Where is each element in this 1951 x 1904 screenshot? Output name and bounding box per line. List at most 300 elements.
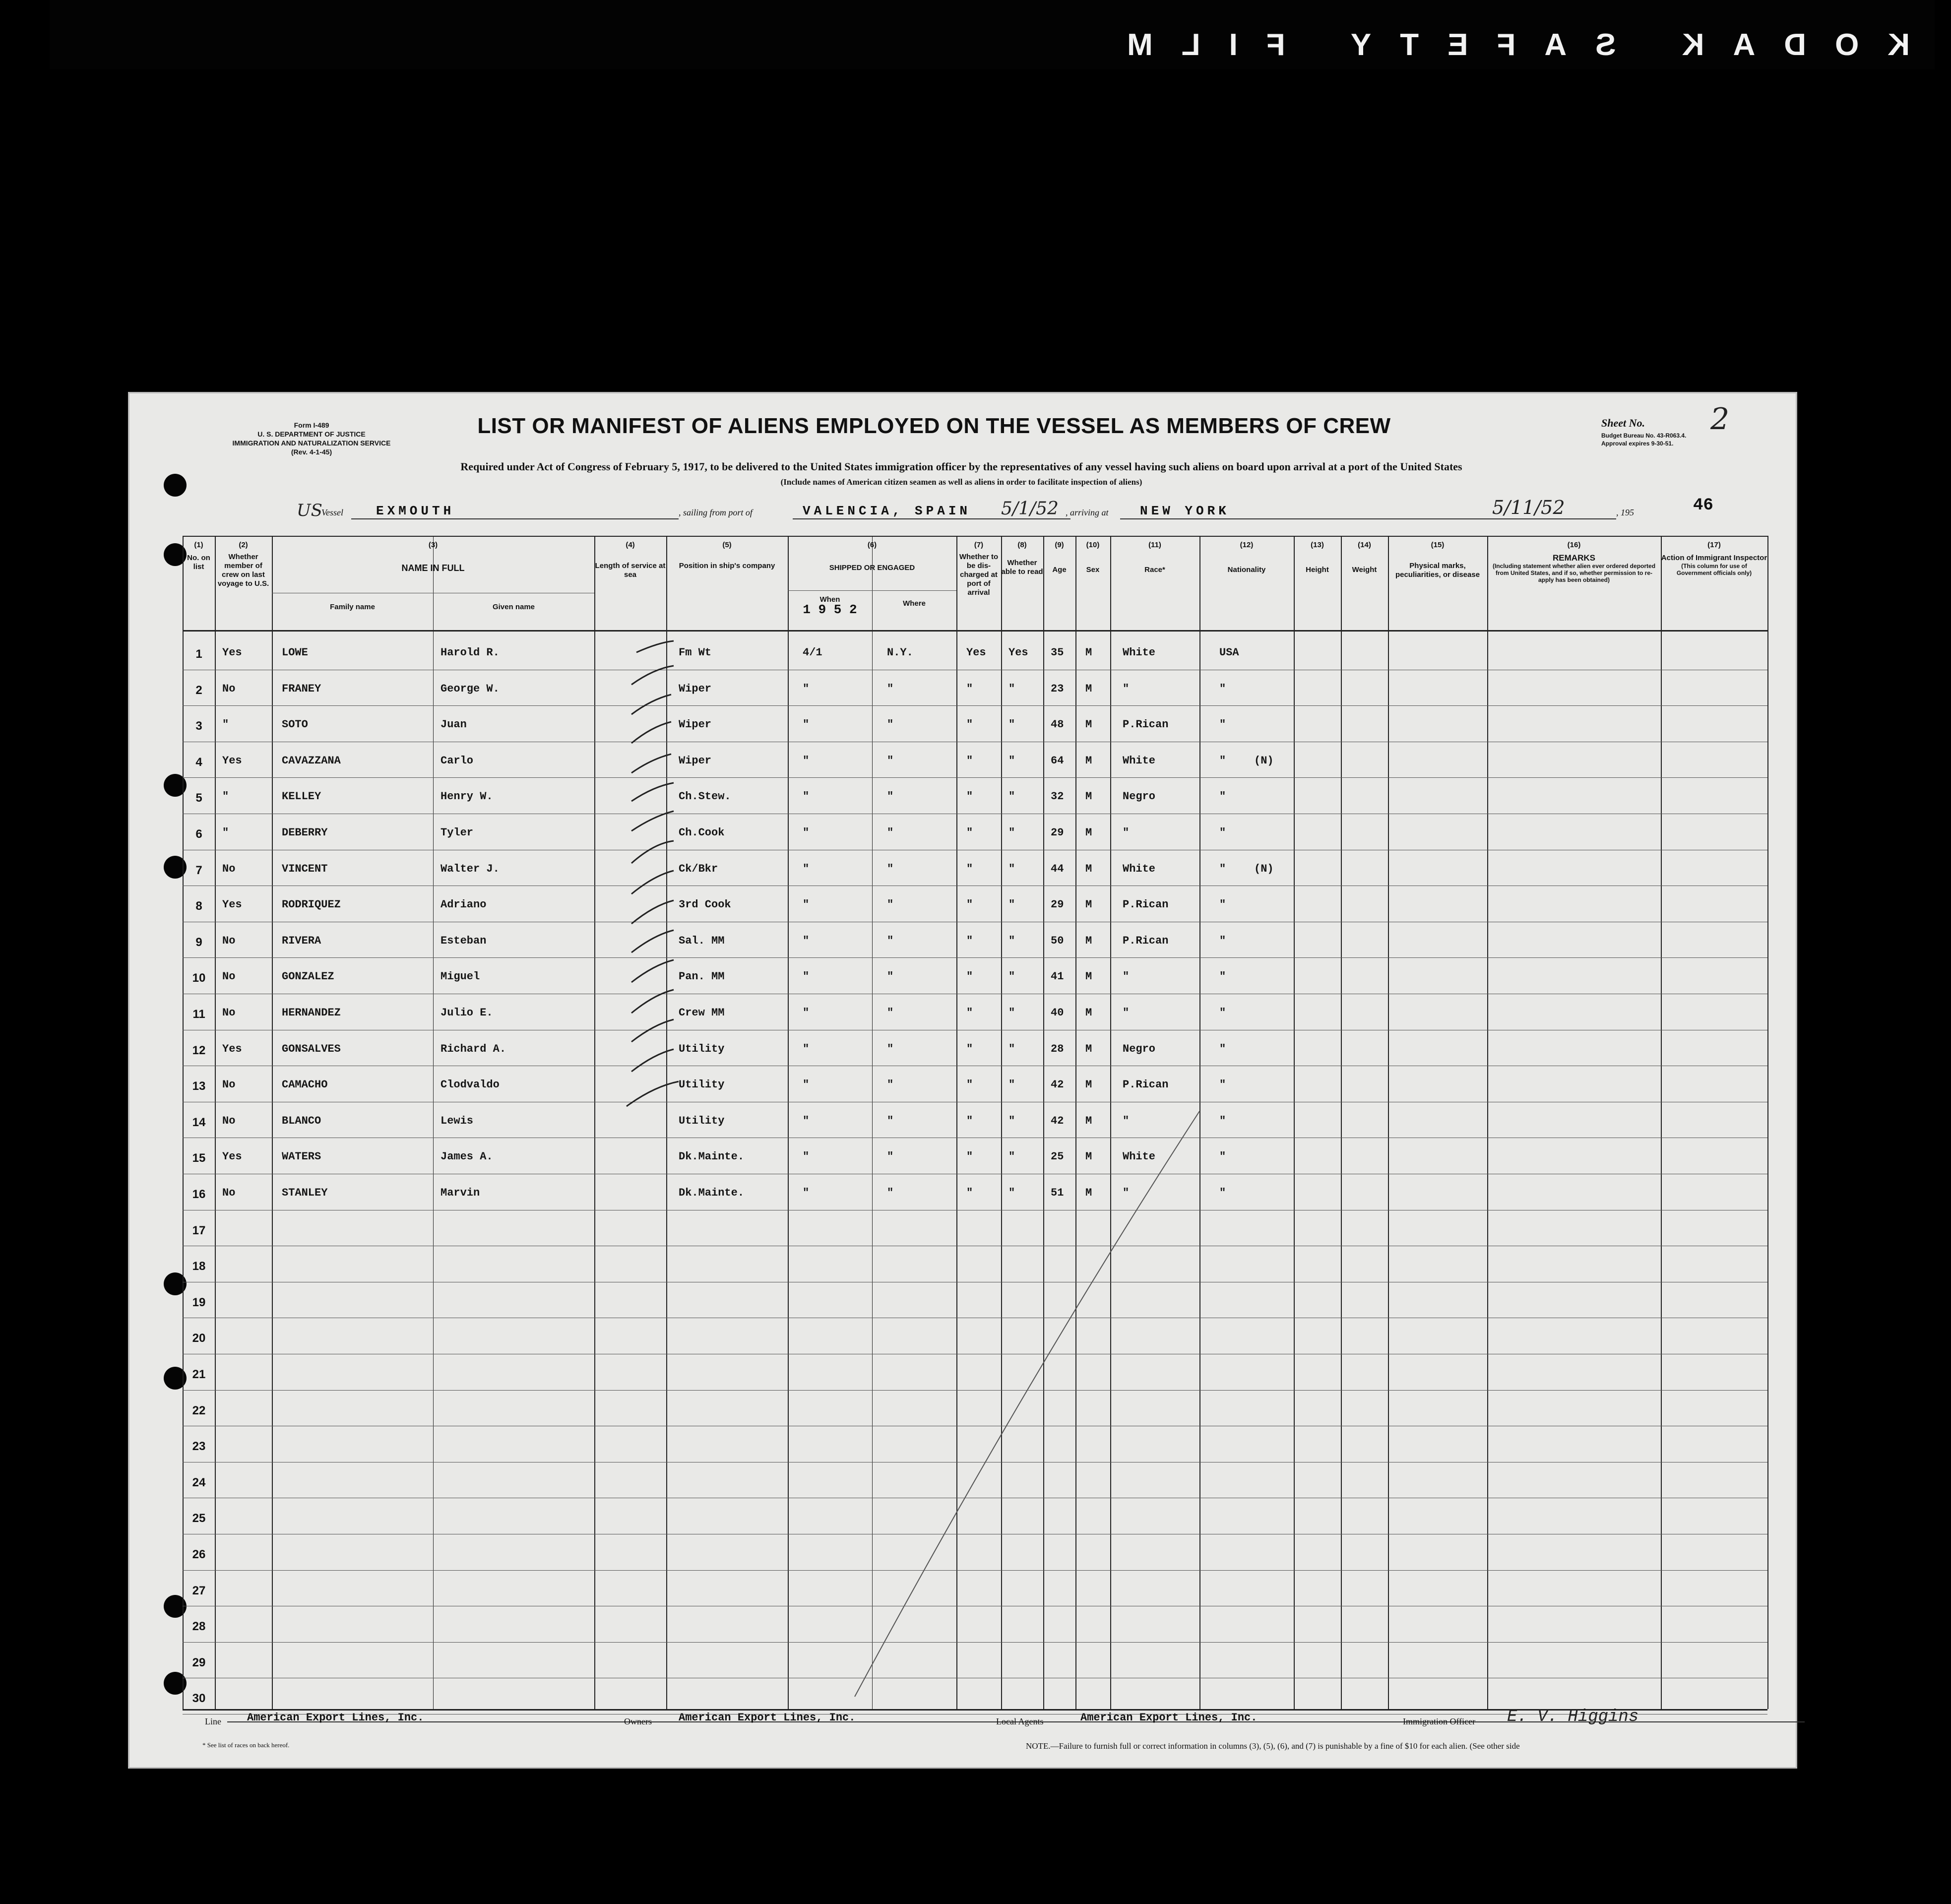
cell-sex: M — [1085, 862, 1092, 875]
cell-where: " — [887, 1042, 894, 1055]
cell-nationality: " — [1219, 1007, 1226, 1019]
film-edge-text: KODAK SAFETY FILM — [1098, 28, 1910, 62]
cell-prev: Yes — [222, 646, 242, 659]
cell-when: " — [803, 862, 810, 875]
owners-value: American Export Lines, Inc. — [679, 1712, 856, 1724]
header-text: Height — [1306, 566, 1329, 574]
row-number: 14 — [192, 1115, 206, 1129]
cell-sex: M — [1085, 754, 1092, 767]
cell-given: Lewis — [441, 1114, 474, 1127]
check-mark — [631, 722, 671, 743]
cell-where: " — [887, 718, 894, 731]
cell-family: GONSALVES — [282, 1042, 341, 1055]
header-text: Physical marks, peculiarities, or disease — [1395, 562, 1480, 579]
cell-when: " — [803, 970, 810, 983]
cell-prev: Yes — [222, 754, 242, 767]
cell-discharged: " — [966, 898, 973, 911]
cell-position: Fm Wt — [679, 646, 712, 659]
cell-race: Negro — [1123, 790, 1156, 803]
cell-discharged: " — [966, 682, 973, 695]
cell-where: " — [887, 970, 894, 983]
check-mark — [631, 841, 674, 863]
cell-family: KELLEY — [282, 790, 321, 803]
vessel-name: EXMOUTH — [376, 504, 455, 518]
cell-when: " — [803, 1007, 810, 1019]
budget-info — [1601, 432, 1725, 447]
header-number: (4) — [626, 541, 635, 549]
cell-when: " — [803, 898, 810, 911]
cell-race: " — [1123, 1114, 1130, 1127]
cell-nationality: " — [1219, 862, 1226, 875]
check-mark — [631, 1019, 674, 1042]
row-number: 5 — [195, 791, 202, 805]
cell-sex: M — [1085, 826, 1092, 839]
line-value: American Export Lines, Inc. — [247, 1712, 424, 1724]
cell-discharged: Yes — [966, 646, 986, 659]
cell-prev: " — [222, 790, 229, 803]
cell-position: 3rd Cook — [679, 898, 731, 911]
cell-sex: M — [1085, 1079, 1092, 1091]
cell-nationality: " — [1219, 1042, 1226, 1055]
column-divider — [1767, 536, 1768, 1709]
cell-read: " — [1008, 1187, 1015, 1199]
cell-discharged: " — [966, 1007, 973, 1019]
cell-sex: M — [1085, 1150, 1092, 1163]
cell-prev: No — [222, 934, 236, 947]
check-mark — [631, 1049, 674, 1072]
cell-nationality: " — [1219, 754, 1226, 767]
cell-given: Richard A. — [441, 1042, 506, 1055]
cell-when: " — [803, 1187, 810, 1199]
cell-nationality: " — [1219, 934, 1226, 947]
cell-race: P.Rican — [1123, 898, 1169, 911]
header-text: Length of service at sea — [595, 562, 666, 579]
service-check-marks — [627, 641, 679, 1106]
row-number: 21 — [192, 1368, 206, 1381]
cell-read: " — [1008, 790, 1015, 803]
header-number: (7) — [974, 541, 984, 549]
header-text: Whether member of crew on last voyage to U.S. — [217, 553, 269, 588]
row-number: 24 — [192, 1475, 206, 1489]
manifest-sheet — [128, 392, 1797, 1769]
form-identification — [178, 421, 445, 456]
header-number: (2) — [239, 541, 248, 549]
check-mark — [631, 695, 671, 714]
header-number: (3) — [428, 541, 438, 549]
cell-family: RIVERA — [282, 934, 321, 947]
cell-discharged: " — [966, 1079, 973, 1091]
header-text: No. on list — [187, 554, 210, 571]
cell-given: Adriano — [441, 898, 487, 911]
cell-read: " — [1008, 1007, 1015, 1019]
cell-age: 44 — [1051, 862, 1064, 875]
department: U. S. DEPARTMENT OF JUSTICE — [257, 430, 366, 438]
cell-where: " — [887, 1114, 894, 1127]
header-where: Where — [903, 599, 926, 608]
footnote: * See list of races on back hereof. — [202, 1741, 290, 1749]
cell-given: Clodvaldo — [441, 1079, 500, 1091]
cell-when: " — [803, 682, 810, 695]
cell-race: P.Rican — [1123, 934, 1169, 947]
cell-age: 42 — [1051, 1079, 1064, 1091]
header-text: Weight — [1352, 566, 1377, 574]
cell-age: 64 — [1051, 754, 1064, 767]
header-number: (13) — [1311, 541, 1324, 549]
cell-prev: No — [222, 1079, 236, 1091]
row-number: 11 — [192, 1008, 205, 1021]
cell-position: Ck/Bkr — [679, 862, 718, 875]
cell-where: " — [887, 934, 894, 947]
requirement-text: Required under Act of Congress of February 5, 1917, to be delivered to the United States immigration officer by the representatives of any vessel having such aliens on board upon arrival at a port of the United States — [460, 460, 1462, 473]
check-mark — [631, 783, 674, 801]
cell-discharged: " — [966, 790, 973, 803]
cell-discharged: " — [966, 970, 973, 983]
header-number: (1) — [194, 541, 203, 549]
owners-label: Owners — [624, 1716, 652, 1726]
cell-position: Wiper — [679, 718, 712, 731]
row-number: 16 — [192, 1188, 206, 1201]
cell-age: 35 — [1051, 646, 1064, 659]
check-mark — [631, 811, 674, 831]
budget-line: Budget Bureau No. 43-R063.4. — [1601, 432, 1687, 439]
cell-given: Walter J. — [441, 862, 500, 875]
cell-when: 4/1 — [803, 646, 822, 659]
cell-age: 25 — [1051, 1150, 1064, 1163]
cell-sex: M — [1085, 970, 1092, 983]
cell-age: 32 — [1051, 790, 1064, 803]
header-number: (14) — [1358, 541, 1371, 549]
arriving-port: NEW YORK — [1140, 504, 1230, 518]
cell-given: Harold R. — [441, 646, 500, 659]
punch-hole — [164, 474, 187, 497]
approval-line: Approval expires 9-30-51. — [1601, 440, 1674, 447]
cell-race: White — [1123, 646, 1156, 659]
cell-family: STANLEY — [282, 1187, 328, 1199]
page-title: LIST OR MANIFEST OF ALIENS EMPLOYED ON THE VESSEL AS MEMBERS OF CREW — [477, 414, 1391, 438]
header-given-name: Given name — [492, 603, 535, 611]
line-label: Line — [205, 1716, 221, 1726]
cell-discharged: " — [966, 1150, 973, 1163]
officer-label: Immigration Officer — [1403, 1716, 1476, 1726]
cell-nationality: " — [1219, 718, 1226, 731]
header-text: Whether to be dis-charged at port of arrival — [959, 553, 999, 597]
cell-position: Ch.Stew. — [679, 790, 731, 803]
cell-given: Juan — [441, 718, 467, 731]
revision: (Rev. 4-1-45) — [291, 448, 332, 456]
cell-age: 28 — [1051, 1042, 1064, 1055]
header-family-name: Family name — [330, 603, 375, 611]
cell-when: " — [803, 790, 810, 803]
cell-age: 23 — [1051, 682, 1064, 695]
row-number: 4 — [195, 755, 202, 769]
cell-age: 29 — [1051, 826, 1064, 839]
header-number: (15) — [1431, 541, 1445, 549]
cell-family: LOWE — [282, 646, 308, 659]
cell-discharged: " — [966, 754, 973, 767]
row-number: 2 — [195, 683, 202, 697]
header-text: Sex — [1086, 566, 1100, 574]
row-number: 9 — [195, 935, 202, 949]
cell-age: 50 — [1051, 934, 1064, 947]
check-mark — [636, 641, 674, 652]
row-number: 6 — [195, 827, 202, 841]
cell-race: P.Rican — [1123, 718, 1169, 731]
cell-prev: " — [222, 718, 229, 731]
cell-family: VINCENT — [282, 862, 328, 875]
row-number: 18 — [192, 1260, 206, 1273]
cell-race: P.Rican — [1123, 1079, 1169, 1091]
cell-race: " — [1123, 970, 1130, 983]
cell-nationality: " — [1219, 682, 1226, 695]
cell-when: " — [803, 1042, 810, 1055]
header-text: SHIPPED OR ENGAGED — [829, 564, 915, 572]
cell-age: 41 — [1051, 970, 1064, 983]
header-number: (10) — [1086, 541, 1100, 549]
row-number: 3 — [195, 719, 202, 733]
row-number: 27 — [192, 1584, 206, 1597]
cell-prev: No — [222, 862, 236, 875]
header-text: NAME IN FULL — [401, 563, 465, 573]
cell-race: " — [1123, 826, 1130, 839]
row-number: 1 — [195, 647, 202, 661]
cell-where: " — [887, 1187, 894, 1199]
check-mark — [631, 900, 674, 924]
cell-given: Marvin — [441, 1187, 480, 1199]
cell-where: " — [887, 862, 894, 875]
cell-where: " — [887, 1079, 894, 1091]
cell-position: Pan. MM — [679, 970, 725, 983]
cell-family: WATERS — [282, 1150, 321, 1163]
header-text: REMARKS — [1553, 553, 1595, 563]
header-text: Age — [1052, 566, 1067, 574]
officer-signature: E. V. Higgins — [1507, 1708, 1639, 1726]
cell-position: Wiper — [679, 754, 712, 767]
cell-given: Esteban — [441, 934, 487, 947]
cell-prev: No — [222, 1114, 236, 1127]
cell-when: " — [803, 1114, 810, 1127]
cell-position: Utility — [679, 1042, 725, 1055]
row-number: 10 — [192, 971, 206, 985]
penalty-note: NOTE.—Failure to furnish full or correct information in columns (3), (5), (6), and (7) is punishable by a fine of $10 for each alien. (See other side — [1026, 1741, 1520, 1751]
footer — [178, 1708, 1765, 1731]
header-text: Nationality — [1227, 566, 1266, 574]
cell-given: Julio E. — [441, 1007, 493, 1019]
check-mark — [631, 960, 674, 982]
cell-family: BLANCO — [282, 1114, 321, 1127]
sailing-port: VALENCIA, SPAIN — [803, 504, 971, 518]
cell-family: SOTO — [282, 718, 308, 731]
sailing-label: , sailing from port of — [679, 508, 753, 517]
cell-position: Dk.Mainte. — [679, 1187, 745, 1199]
cell-nationality: USA — [1219, 646, 1239, 659]
cell-nationality: " — [1219, 1079, 1226, 1091]
header-number: (6) — [867, 541, 877, 549]
cell-race: Negro — [1123, 1042, 1156, 1055]
cell-where: " — [887, 826, 894, 839]
cell-where: " — [887, 1150, 894, 1163]
cell-position: Utility — [679, 1079, 725, 1091]
sailing-date: 5/1/52 — [1001, 499, 1059, 519]
header-subtext: (This column for use of Government officials only) — [1676, 563, 1752, 576]
cell-prev: No — [222, 970, 236, 983]
cell-sex: M — [1085, 1187, 1092, 1199]
row-number: 12 — [192, 1043, 206, 1057]
cell-where: " — [887, 1007, 894, 1019]
cell-prev: Yes — [222, 1042, 242, 1055]
cell-read: " — [1008, 970, 1015, 983]
header-number: (17) — [1707, 541, 1721, 549]
year-label: , 195 — [1616, 508, 1634, 517]
cell-position: Crew MM — [679, 1007, 725, 1019]
cell-extra: (N) — [1254, 862, 1274, 875]
cell-prev: Yes — [222, 1150, 242, 1163]
cell-sex: M — [1085, 718, 1092, 731]
cell-given: Carlo — [441, 754, 474, 767]
cell-age: 48 — [1051, 718, 1064, 731]
crew-table — [183, 536, 1767, 1709]
cell-read: " — [1008, 718, 1015, 731]
cell-discharged: " — [966, 1114, 973, 1127]
cell-age: 42 — [1051, 1114, 1064, 1127]
cell-when: " — [803, 754, 810, 767]
row-number: 15 — [192, 1151, 206, 1165]
cell-read: " — [1008, 682, 1015, 695]
cell-nationality: " — [1219, 898, 1226, 911]
cell-when: " — [803, 934, 810, 947]
check-mark — [631, 666, 674, 685]
cell-where: " — [887, 682, 894, 695]
cell-prev: " — [222, 826, 229, 839]
header-subtext: (Including statement whether alien ever ordered deported from United States, and if so, whether permission to re-apply has been obtained) — [1492, 563, 1656, 583]
row-number: 8 — [195, 899, 202, 913]
cell-position: Sal. MM — [679, 934, 725, 947]
cell-nationality: " — [1219, 970, 1226, 983]
agents-value: American Export Lines, Inc. — [1080, 1712, 1258, 1724]
cell-when: " — [803, 826, 810, 839]
cell-read: " — [1008, 1114, 1015, 1127]
cell-race: " — [1123, 682, 1130, 695]
header-text: Position in ship's company — [679, 562, 775, 570]
cell-read: " — [1008, 862, 1015, 875]
cell-race: White — [1123, 1150, 1156, 1163]
cell-given: Tyler — [441, 826, 474, 839]
header-number: (16) — [1567, 541, 1581, 549]
service: IMMIGRATION AND NATURALIZATION SERVICE — [232, 439, 391, 447]
vessel-line — [277, 497, 1715, 520]
cell-discharged: " — [966, 1187, 973, 1199]
cell-prev: No — [222, 1187, 236, 1199]
arriving-label: , arriving at — [1066, 508, 1109, 517]
cell-position: Dk.Mainte. — [679, 1150, 745, 1163]
cell-read: " — [1008, 754, 1015, 767]
cell-nationality: " — [1219, 1187, 1226, 1199]
row-number: 25 — [192, 1512, 206, 1525]
row-number: 23 — [192, 1440, 206, 1454]
cell-where: N.Y. — [887, 646, 913, 659]
page-number: 46 — [1693, 496, 1713, 515]
requirement-subtext: (Include names of American citizen seamen as well as aliens in order to facilitate inspection of aliens) — [780, 477, 1142, 487]
cell-extra: (N) — [1254, 754, 1274, 767]
cell-prev: No — [222, 1007, 236, 1019]
cell-given: James A. — [441, 1150, 493, 1163]
agents-label: Local Agents — [996, 1716, 1044, 1726]
cell-family: DEBERRY — [282, 826, 328, 839]
row-number: 17 — [192, 1223, 206, 1237]
row-number: 26 — [192, 1548, 206, 1561]
void-diagonal-line — [855, 1111, 1199, 1697]
cell-sex: M — [1085, 790, 1092, 803]
cell-age: 40 — [1051, 1007, 1064, 1019]
cell-discharged: " — [966, 1042, 973, 1055]
vessel-prefix: US — [297, 501, 322, 520]
header-text: Whether able to read — [1001, 559, 1043, 576]
handwritten-marks — [183, 536, 1767, 1709]
cell-where: " — [887, 754, 894, 767]
header-when: When — [819, 595, 840, 604]
cell-race: " — [1123, 1007, 1130, 1019]
cell-nationality: " — [1219, 1114, 1226, 1127]
check-mark — [631, 990, 674, 1013]
cell-race: White — [1123, 862, 1156, 875]
header-number: (9) — [1055, 541, 1064, 549]
header-number: (11) — [1148, 541, 1161, 549]
cell-race: White — [1123, 754, 1156, 767]
header-text: Action of Immigrant Inspector — [1661, 554, 1767, 562]
cell-position: Utility — [679, 1114, 725, 1127]
cell-family: CAMACHO — [282, 1079, 328, 1091]
header-number: (5) — [722, 541, 732, 549]
cell-race: " — [1123, 1187, 1130, 1199]
sheet-label: Sheet No. — [1601, 417, 1645, 429]
cell-where: " — [887, 790, 894, 803]
cell-sex: M — [1085, 1114, 1092, 1127]
cell-read: Yes — [1008, 646, 1028, 659]
check-mark — [631, 871, 674, 894]
cell-prev: Yes — [222, 898, 242, 911]
cell-when: " — [803, 718, 810, 731]
cell-sex: M — [1085, 934, 1092, 947]
cell-sex: M — [1085, 1042, 1092, 1055]
row-number: 22 — [192, 1403, 206, 1417]
header-text: Race* — [1144, 566, 1165, 574]
row-number: 30 — [192, 1692, 206, 1706]
cell-sex: M — [1085, 646, 1092, 659]
arrival-date: 5/11/52 — [1492, 497, 1565, 518]
row-number: 13 — [192, 1079, 206, 1093]
cell-position: Wiper — [679, 682, 712, 695]
cell-family: RODRIQUEZ — [282, 898, 341, 911]
cell-given: Henry W. — [441, 790, 493, 803]
cell-age: 29 — [1051, 898, 1064, 911]
cell-family: GONZALEZ — [282, 970, 334, 983]
check-mark — [627, 1081, 679, 1106]
cell-when: " — [803, 1150, 810, 1163]
check-mark — [631, 754, 671, 773]
row-number: 20 — [192, 1332, 206, 1345]
cell-age: 51 — [1051, 1187, 1064, 1199]
check-mark — [631, 930, 674, 952]
cell-given: Miguel — [441, 970, 480, 983]
cell-position: Ch.Cook — [679, 826, 725, 839]
header-when-year: 1 9 5 2 — [803, 602, 857, 617]
cell-sex: M — [1085, 682, 1092, 695]
vessel-label: Vessel — [321, 508, 343, 517]
cell-when: " — [803, 1079, 810, 1091]
cell-read: " — [1008, 1042, 1015, 1055]
header-number: (8) — [1017, 541, 1027, 549]
cell-given: George W. — [441, 682, 500, 695]
row-number: 29 — [192, 1655, 206, 1669]
